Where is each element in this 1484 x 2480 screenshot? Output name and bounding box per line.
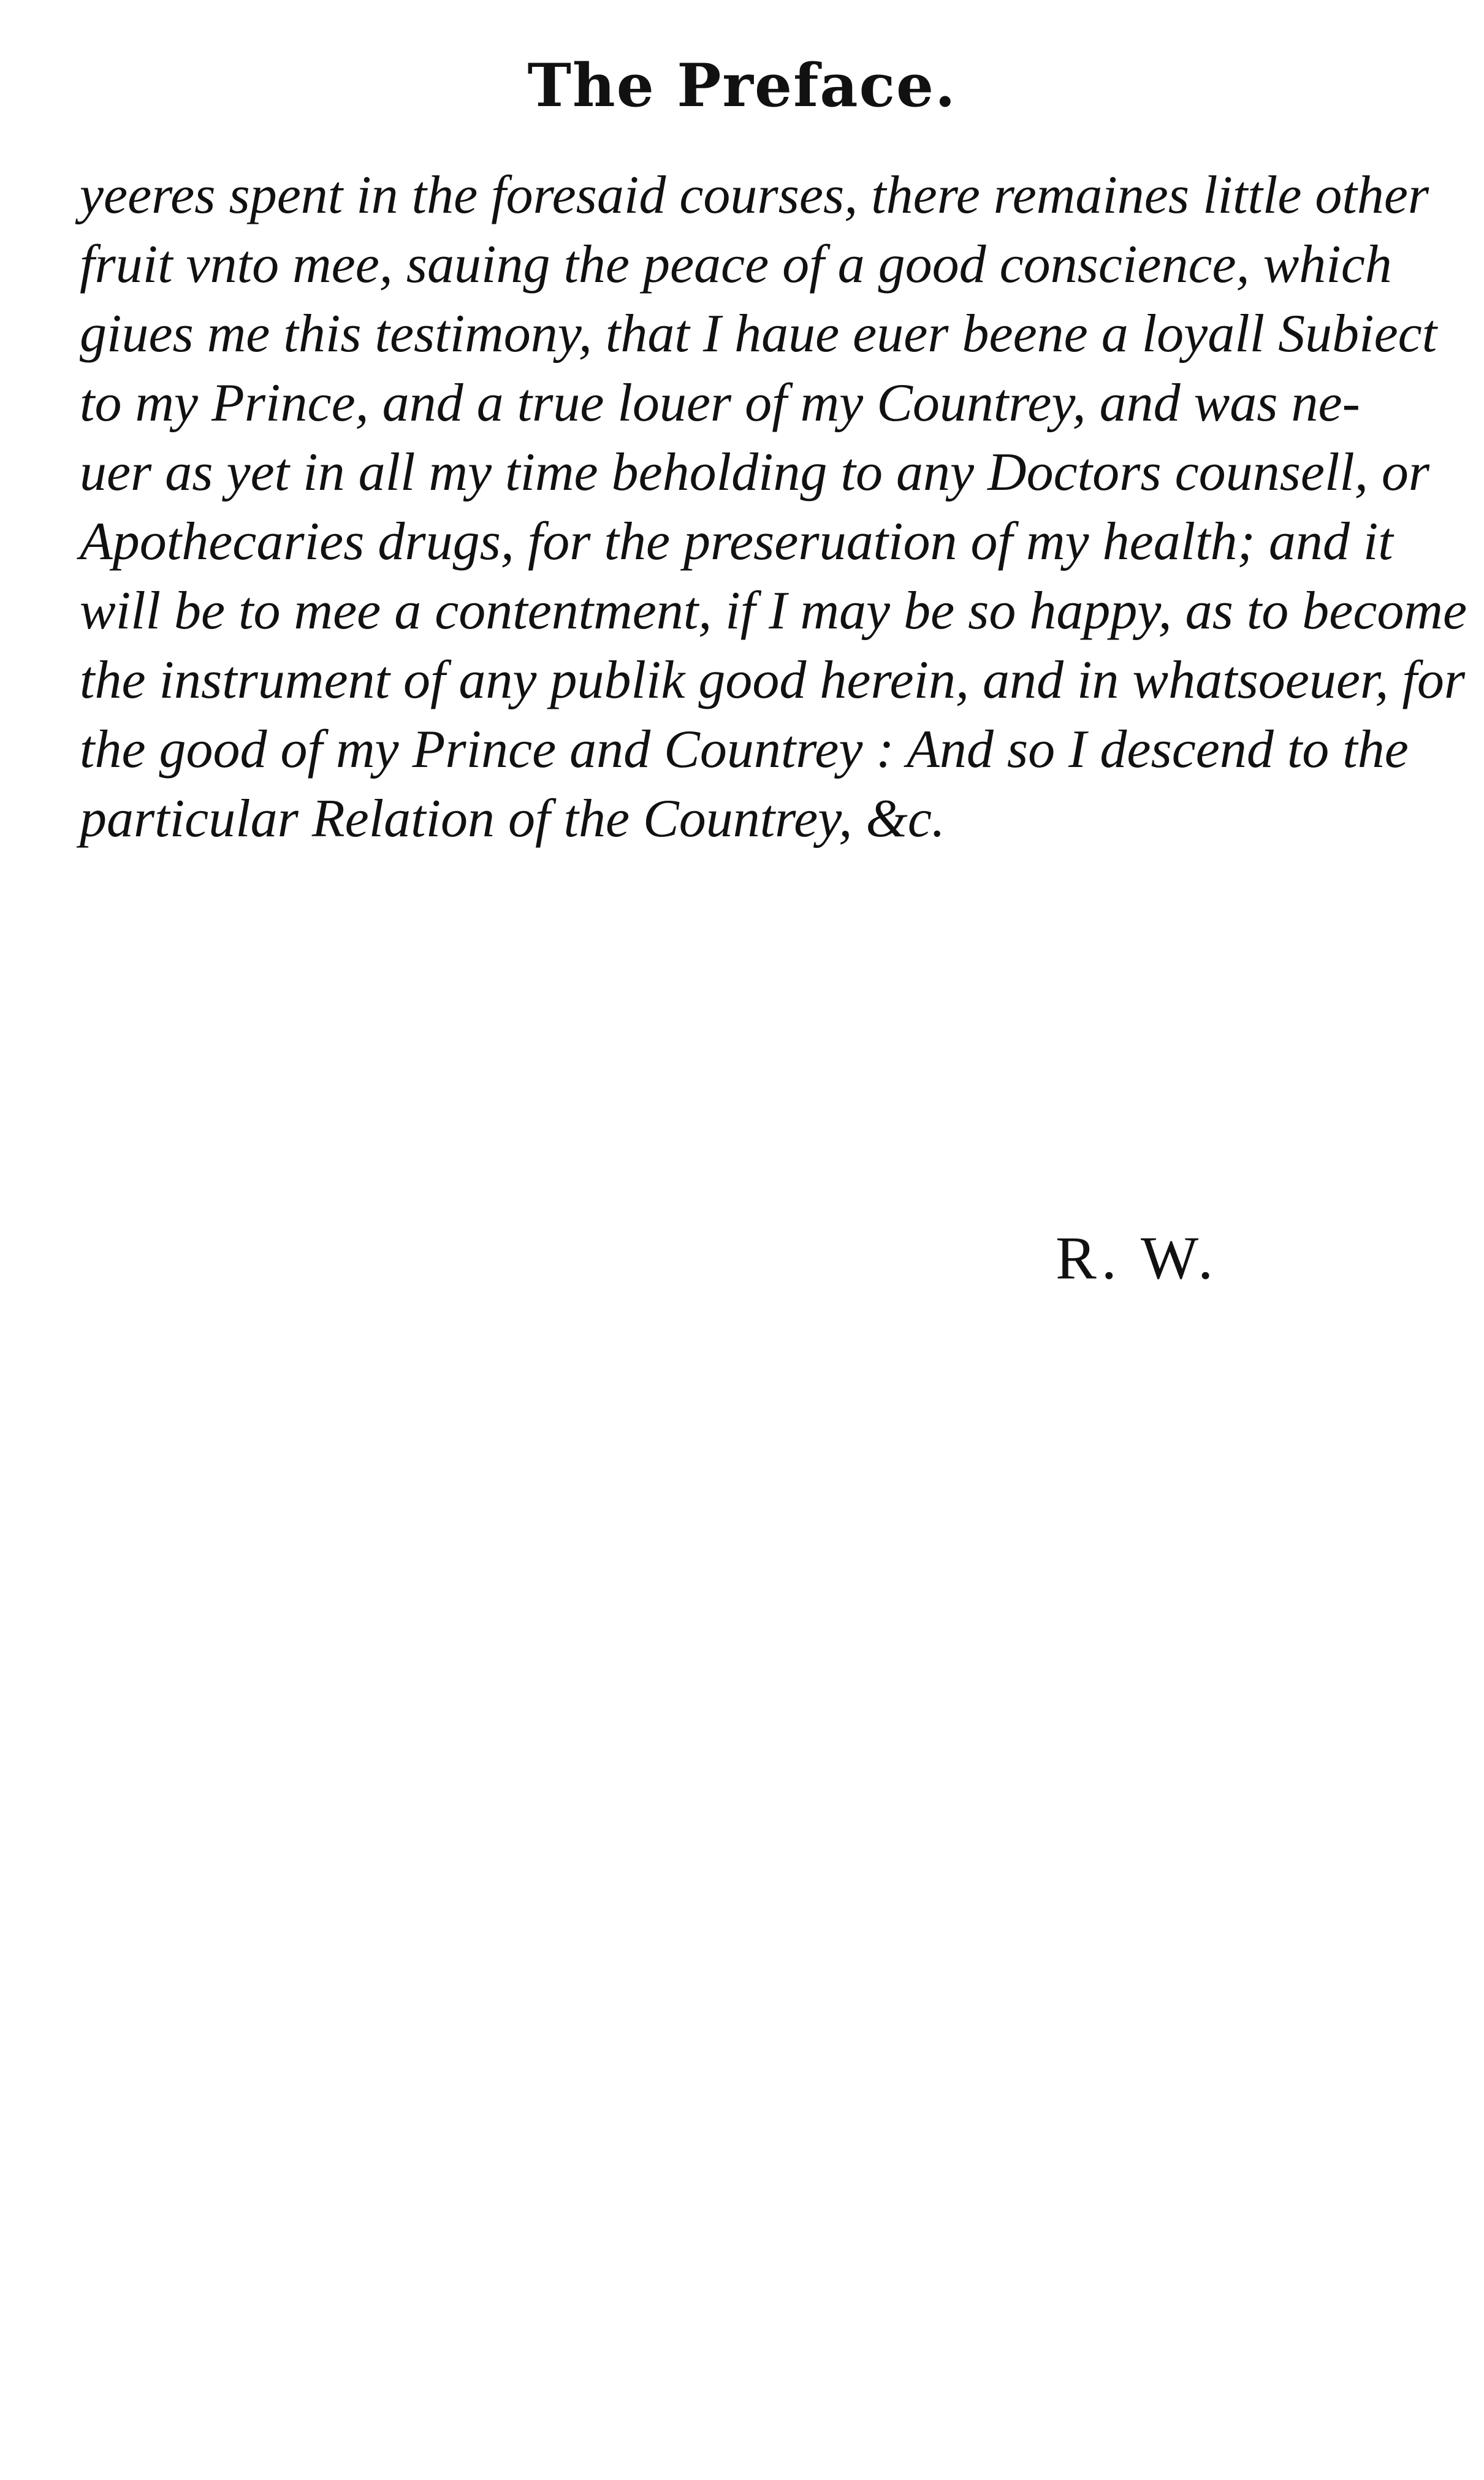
body-paragraph [80, 161, 1467, 853]
text-line: giues me this testimony, that I haue euer beene a loyall Subiect [80, 304, 1437, 364]
running-head: The Preface. [527, 51, 957, 120]
text-line: the good of my Prince and Countrey : And so I descend to the [80, 720, 1409, 779]
text-line: particular Relation of the Countrey, &c. [80, 789, 945, 849]
text-line: the instrument of any publik good herein, and in whatsoeuer, for [80, 651, 1466, 710]
signature-initials: R. W. [1056, 1224, 1219, 1292]
text-line: Apothecaries drugs, for the preseruation of my health; and it [80, 512, 1393, 571]
text-line: will be to mee a contentment, if I may be so happy, as to become [80, 581, 1467, 641]
text-line: uer as yet in all my time beholding to any Doctors counsell, or [80, 443, 1430, 502]
text-line: yeeres spent in the foresaid courses, there remaines little other [80, 166, 1429, 225]
text-line: fruit vnto mee, sauing the peace of a good conscience, which [80, 235, 1392, 294]
text-line: to my Prince, and a true louer of my Countrey, and was ne- [80, 373, 1360, 433]
